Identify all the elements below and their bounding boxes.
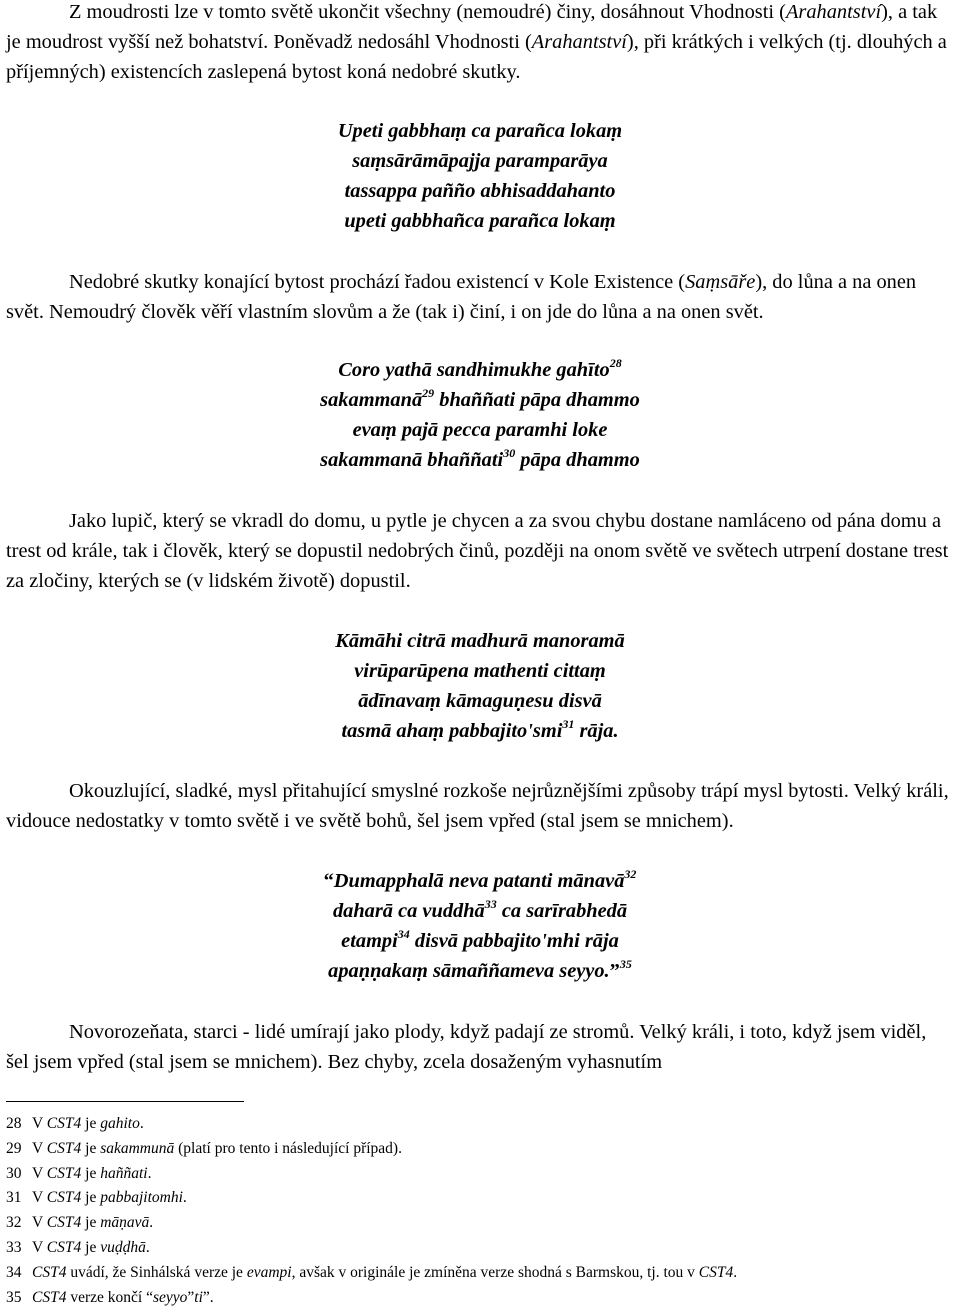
verse-line: saṃsārāmāpajja paramparāya: [352, 150, 608, 172]
verse-line: Kāmāhi citrā madhurā manoramā: [335, 630, 625, 652]
verse-text: Dumapphalā neva patanti mānavā: [333, 870, 625, 892]
verse-line: [0, 385, 960, 415]
footnote: 33 V CST4 je vuḍḍhā.: [6, 1236, 954, 1261]
verse-line: tassappa pañño abhisaddahanto: [344, 180, 616, 202]
verse-line: [0, 445, 960, 475]
verse-line: upeti gabbhañca parañca lokaṃ: [344, 210, 616, 232]
text-run: ), do lůna a na onen svět. Nemoudrý člověk věří vlastním slovům a že (tak i) činí, i on jde do lůna a na onen svět.: [6, 271, 917, 323]
quote-mark: “: [323, 870, 334, 892]
pali-verse-1: [0, 116, 960, 236]
footnote-number: 28: [6, 1115, 22, 1132]
pali-verse-2: [0, 355, 960, 475]
italic-term: Arahantství: [531, 31, 627, 53]
footnote: 30 V CST4 je haññati.: [6, 1162, 954, 1187]
footnote: 34 CST4 uvádí, že Sinhálská verze je evampi, avšak v originále je zmíněna verze shodná s Barmskou, tj. tou v CST4.: [6, 1261, 954, 1286]
italic-term: Saṃsāře: [685, 271, 756, 293]
verse-line: ādīnavaṃ kāmaguṇesu disvā: [358, 690, 602, 712]
footnote-ref: 33: [484, 897, 497, 911]
verse-text: pāpa dhammo: [515, 449, 640, 471]
paragraph: Novorozeňata, starci - lidé umírají jako plody, když padají ze stromů. Velký králi, i toto, když jsem viděl, šel jsem vpřed (stal jsem se mnichem). Bez chyby, zcela dosaženým vyhasnutím: [6, 1021, 927, 1073]
verse-text: ca sarīrabhedā: [496, 900, 628, 922]
text-run: Nedobré skutky konající bytost prochází řadou existencí v Kole Existence (: [69, 271, 686, 293]
footnote: 28 V CST4 je gahito.: [6, 1112, 954, 1137]
paragraph: [6, 0, 954, 87]
verse-line: [0, 926, 960, 956]
pali-verse-3: [0, 626, 960, 746]
verse-text: sakammanā bhaññati: [320, 449, 504, 471]
italic-term: Arahantství: [785, 1, 882, 23]
text-run: ), při krátkých i velkých (tj. dlouhých a příjemných) existencích zaslepená bytost koná nedobré skutky.: [6, 31, 947, 83]
verse-text: etampi: [341, 930, 398, 952]
verse-text: bhaññati pāpa dhammo: [434, 389, 640, 411]
verse-text: apaṇṇakaṃ sāmaññameva seyyo.: [328, 960, 610, 982]
footnote-number: 31: [6, 1189, 22, 1207]
verse-text: sakammanā: [320, 389, 423, 411]
text-run: Z moudrosti lze v tomto světě ukončit všechny (nemoudré) činy, dosáhnout Vhodnosti (: [69, 1, 786, 23]
verse-line: [0, 956, 960, 986]
footnote-ref: 34: [397, 927, 410, 941]
verse-text: Coro yathā sandhimukhe gahīto: [338, 359, 610, 381]
footnote-ref: 31: [562, 717, 575, 731]
verse-line: virūparūpena mathenti cittaṃ: [354, 660, 606, 682]
footnote-number: 29: [6, 1139, 22, 1157]
footnotes: [6, 1112, 954, 1310]
footnote-ref: 28: [609, 356, 622, 370]
paragraph: Jako lupič, který se vkradl do domu, u pytle je chycen a za svou chybu dostane namláceno od pána domu a trest od krále, tak i člověk, který se dopustil nedobrých činů, později na onom světě ve světech utrpení dostane trest za zločiny, kterých se (v lidském životě) dopustil.: [6, 510, 949, 592]
verse-line: [0, 716, 960, 746]
footnote-number: 34: [6, 1263, 22, 1281]
footnote-ref: 35: [619, 957, 632, 971]
pali-verse-4: [0, 866, 960, 986]
footnote-ref: 32: [624, 867, 637, 881]
verse-text: tasmā ahaṃ pabbajito'smi: [341, 720, 563, 742]
verse-line: [0, 355, 960, 385]
footnote-ref: 30: [503, 446, 516, 460]
footnote: 32 V CST4 je māṇavā.: [6, 1211, 954, 1236]
verse-text: daharā ca vuddhā: [332, 900, 485, 922]
footnote-number: 35: [6, 1288, 22, 1306]
verse-line: evaṃ pajā pecca paramhi loke: [352, 419, 608, 441]
footnote: 31 V CST4 je pabbajitomhi.: [6, 1186, 954, 1211]
verse-text: rāja.: [574, 720, 619, 742]
footnote-ref: 29: [422, 386, 435, 400]
paragraph: [6, 267, 954, 327]
footnote-divider: [6, 1101, 244, 1102]
footnote-number: 32: [6, 1214, 22, 1232]
footnote: 35 CST4 verze končí “seyyo”ti”.: [6, 1286, 954, 1310]
footnote-number: 30: [6, 1164, 22, 1182]
verse-line: [0, 896, 960, 926]
paragraph: Okouzlující, sladké, mysl přitahující smyslné rozkoše nejrůznějšími způsoby trápí mysl bytosti. Velký králi, vidouce nedostatky v tomto světě i ve světě bohů, šel jsem vpřed (stal jsem se mnichem).: [6, 780, 949, 832]
text-run: ), a tak je moudrost vyšší než bohatství. Poněvadž nedosáhl Vhodnosti (: [6, 1, 938, 53]
verse-line: Upeti gabbhaṃ ca parañca lokaṃ: [337, 120, 623, 142]
quote-mark: ”: [609, 960, 620, 982]
verse-line: [0, 866, 960, 896]
verse-text: disvā pabbajito'mhi rāja: [409, 930, 619, 952]
footnote: 29 V CST4 je sakammunā (platí pro tento i následující případ).: [6, 1137, 954, 1162]
footnote-number: 33: [6, 1238, 22, 1256]
